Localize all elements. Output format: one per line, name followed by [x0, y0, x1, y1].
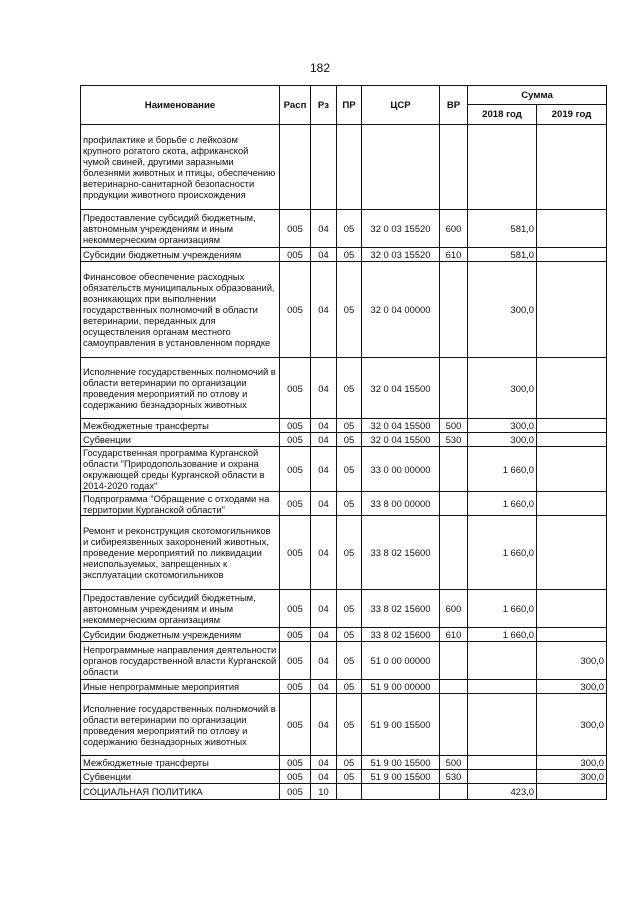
cell-2018 [468, 680, 537, 694]
cell-vr [440, 784, 468, 800]
cell-name: Непрограммные направления деятельности органов государственной власти Курганской области [81, 642, 280, 680]
cell-2019 [537, 419, 607, 433]
cell-csr: 32 0 04 00000 [362, 262, 440, 358]
cell-csr: 51 9 00 00000 [362, 680, 440, 694]
cell-rz: 04 [311, 756, 337, 770]
cell-rasp: 005 [280, 680, 311, 694]
cell-name: Исполнение государственных полномочий в области ветеринарии по организации проведения мероприятий по отлову и содержанию безнадзорных животных [81, 358, 280, 419]
cell-2019 [537, 248, 607, 262]
cell-2018: 300,0 [468, 262, 537, 358]
cell-2019: 300,0 [537, 770, 607, 784]
cell-name: Межбюджетные трансферты [81, 756, 280, 770]
cell-pr: 05 [337, 433, 362, 447]
header-csr: ЦСР [362, 86, 440, 125]
cell-name: Государственная программа Курганской области "Природопользование и охрана окружающей среды Курганской области в 2014-2020 годах" [81, 447, 280, 492]
cell-name: Межбюджетные трансферты [81, 419, 280, 433]
cell-pr: 05 [337, 492, 362, 516]
cell-2018: 300,0 [468, 419, 537, 433]
cell-2018: 1 660,0 [468, 492, 537, 516]
cell-name: Предоставление субсидий бюджетным, автономным учреждениям и иным некоммерческим организациям [81, 210, 280, 248]
cell-csr: 51 0 00 00000 [362, 642, 440, 680]
cell-csr: 32 0 04 15500 [362, 358, 440, 419]
cell-2019: 300,0 [537, 756, 607, 770]
table-row [81, 642, 607, 680]
cell-rasp: 005 [280, 784, 311, 800]
cell-rasp: 005 [280, 756, 311, 770]
cell-vr [440, 262, 468, 358]
header-vr: ВР [440, 86, 468, 125]
cell-2018: 1 660,0 [468, 516, 537, 590]
cell-pr: 05 [337, 447, 362, 492]
header-rz: Рз [311, 86, 337, 125]
table-row [81, 358, 607, 419]
cell-pr: 05 [337, 358, 362, 419]
table-row [81, 590, 607, 628]
cell-2018: 1 660,0 [468, 628, 537, 642]
cell-vr [440, 516, 468, 590]
cell-2018 [468, 642, 537, 680]
header-2018: 2018 год [468, 105, 537, 125]
cell-2018: 300,0 [468, 358, 537, 419]
cell-rz: 04 [311, 210, 337, 248]
cell-2018: 581,0 [468, 248, 537, 262]
cell-name: Субвенции [81, 770, 280, 784]
cell-2019 [537, 492, 607, 516]
cell-vr: 610 [440, 628, 468, 642]
cell-pr: 05 [337, 680, 362, 694]
cell-2018: 423,0 [468, 784, 537, 800]
cell-rz: 04 [311, 680, 337, 694]
cell-pr: 05 [337, 248, 362, 262]
cell-2018 [468, 694, 537, 756]
cell-name: Иные непрограммные мероприятия [81, 680, 280, 694]
cell-2019: 300,0 [537, 642, 607, 680]
header-rasp: Расп [280, 86, 311, 125]
table-row [81, 756, 607, 770]
cell-rasp: 005 [280, 642, 311, 680]
cell-name: профилактике и борьбе с лейкозом крупного рогатого скота, африканской чумой свиней, другими заразными болезнями животных и птицы, обеспечению ветеринарно-санитарной безопасности продукции животного происхождения [81, 125, 280, 210]
cell-2019 [537, 262, 607, 358]
cell-csr: 33 8 02 15600 [362, 590, 440, 628]
cell-rasp: 005 [280, 447, 311, 492]
cell-pr: 05 [337, 419, 362, 433]
cell-rasp: 005 [280, 248, 311, 262]
cell-rasp: 005 [280, 210, 311, 248]
cell-rasp: 005 [280, 433, 311, 447]
cell-rz: 04 [311, 590, 337, 628]
cell-pr: 05 [337, 628, 362, 642]
cell-csr: 51 9 00 15500 [362, 694, 440, 756]
cell-rz: 04 [311, 492, 337, 516]
cell-rz: 04 [311, 447, 337, 492]
cell-csr: 51 9 00 15500 [362, 756, 440, 770]
cell-rz: 10 [311, 784, 337, 800]
cell-name: Ремонт и реконструкция скотомогильников и сибиреязвенных захоронений животных, проведение мероприятий по ликвидации неиспользуемых, запрещенных к эксплуатации скотомогильников [81, 516, 280, 590]
cell-rz: 04 [311, 419, 337, 433]
cell-vr [440, 642, 468, 680]
cell-2018 [468, 125, 537, 210]
cell-2019 [537, 590, 607, 628]
cell-name: Субсидии бюджетным учреждениям [81, 628, 280, 642]
cell-pr: 05 [337, 590, 362, 628]
cell-rasp: 005 [280, 358, 311, 419]
table-row [81, 680, 607, 694]
cell-csr: 32 0 03 15520 [362, 248, 440, 262]
table-row [81, 492, 607, 516]
cell-rasp: 005 [280, 770, 311, 784]
cell-rz [311, 125, 337, 210]
cell-vr: 500 [440, 756, 468, 770]
cell-csr: 51 9 00 15500 [362, 770, 440, 784]
cell-2019 [537, 784, 607, 800]
table-body [81, 125, 607, 800]
cell-2018: 1 660,0 [468, 590, 537, 628]
cell-vr: 530 [440, 433, 468, 447]
table-row [81, 433, 607, 447]
cell-pr [337, 125, 362, 210]
cell-rz: 04 [311, 248, 337, 262]
cell-vr [440, 492, 468, 516]
cell-rz: 04 [311, 628, 337, 642]
cell-name: Субвенции [81, 433, 280, 447]
cell-vr [440, 694, 468, 756]
cell-csr: 32 0 04 15500 [362, 419, 440, 433]
cell-pr [337, 784, 362, 800]
cell-csr: 33 8 02 15600 [362, 516, 440, 590]
header-2019: 2019 год [537, 105, 607, 125]
cell-2018: 581,0 [468, 210, 537, 248]
cell-name: Субсидии бюджетным учреждениям [81, 248, 280, 262]
cell-rasp: 005 [280, 694, 311, 756]
cell-pr: 05 [337, 262, 362, 358]
cell-2019 [537, 447, 607, 492]
cell-vr: 600 [440, 210, 468, 248]
cell-name: СОЦИАЛЬНАЯ ПОЛИТИКА [81, 784, 280, 800]
cell-rasp: 005 [280, 262, 311, 358]
cell-vr: 610 [440, 248, 468, 262]
cell-vr [440, 447, 468, 492]
table-row [81, 125, 607, 210]
cell-2019 [537, 125, 607, 210]
cell-name: Финансовое обеспечение расходных обязательств муниципальных образований, возникающих при выполнении государственных полномочий в области ветеринарии, переданных для осуществления органам местного самоуправления в установленном порядке [81, 262, 280, 358]
table-row [81, 248, 607, 262]
cell-csr: 32 0 04 15500 [362, 433, 440, 447]
cell-csr: 33 8 00 00000 [362, 492, 440, 516]
cell-2019 [537, 516, 607, 590]
cell-rz: 04 [311, 262, 337, 358]
table-row [81, 419, 607, 433]
cell-name: Исполнение государственных полномочий в области ветеринарии по организации проведения мероприятий по отлову и содержанию безнадзорных животных [81, 694, 280, 756]
header-name: Наименование [81, 86, 280, 125]
table-row [81, 770, 607, 784]
cell-rz: 04 [311, 433, 337, 447]
cell-2019 [537, 210, 607, 248]
cell-rasp: 005 [280, 516, 311, 590]
header-pr: ПР [337, 86, 362, 125]
cell-csr: 33 0 00 00000 [362, 447, 440, 492]
cell-pr: 05 [337, 756, 362, 770]
page-number: 182 [309, 61, 331, 75]
cell-rasp: 005 [280, 419, 311, 433]
cell-vr: 600 [440, 590, 468, 628]
cell-2018: 1 660,0 [468, 447, 537, 492]
cell-2018 [468, 770, 537, 784]
table-row [81, 516, 607, 590]
table-row [81, 262, 607, 358]
cell-pr: 05 [337, 516, 362, 590]
cell-2019: 300,0 [537, 694, 607, 756]
cell-rz: 04 [311, 358, 337, 419]
cell-rasp: 005 [280, 590, 311, 628]
cell-2019 [537, 433, 607, 447]
cell-pr: 05 [337, 770, 362, 784]
cell-csr [362, 125, 440, 210]
cell-2019 [537, 358, 607, 419]
cell-vr [440, 358, 468, 419]
cell-rz: 04 [311, 694, 337, 756]
table-row [81, 447, 607, 492]
cell-2019 [537, 628, 607, 642]
cell-rasp: 005 [280, 492, 311, 516]
header-sum: Сумма [468, 86, 607, 105]
cell-2019: 300,0 [537, 680, 607, 694]
table-row [81, 784, 607, 800]
cell-name: Предоставление субсидий бюджетным, автономным учреждениям и иным некоммерческим организациям [81, 590, 280, 628]
cell-vr: 530 [440, 770, 468, 784]
cell-rz: 04 [311, 516, 337, 590]
cell-pr: 05 [337, 642, 362, 680]
budget-table [80, 85, 607, 800]
cell-name: Подпрограмма "Обращение с отходами на территории Курганской области" [81, 492, 280, 516]
cell-vr: 500 [440, 419, 468, 433]
cell-2018 [468, 756, 537, 770]
cell-rz: 04 [311, 642, 337, 680]
cell-csr: 33 8 02 15600 [362, 628, 440, 642]
cell-pr: 05 [337, 694, 362, 756]
cell-csr [362, 784, 440, 800]
cell-rasp: 005 [280, 628, 311, 642]
cell-2018: 300,0 [468, 433, 537, 447]
table-row [81, 210, 607, 248]
cell-rasp [280, 125, 311, 210]
cell-vr [440, 125, 468, 210]
cell-vr [440, 680, 468, 694]
table-row [81, 694, 607, 756]
cell-pr: 05 [337, 210, 362, 248]
cell-rz: 04 [311, 770, 337, 784]
cell-csr: 32 0 03 15520 [362, 210, 440, 248]
table-row [81, 628, 607, 642]
